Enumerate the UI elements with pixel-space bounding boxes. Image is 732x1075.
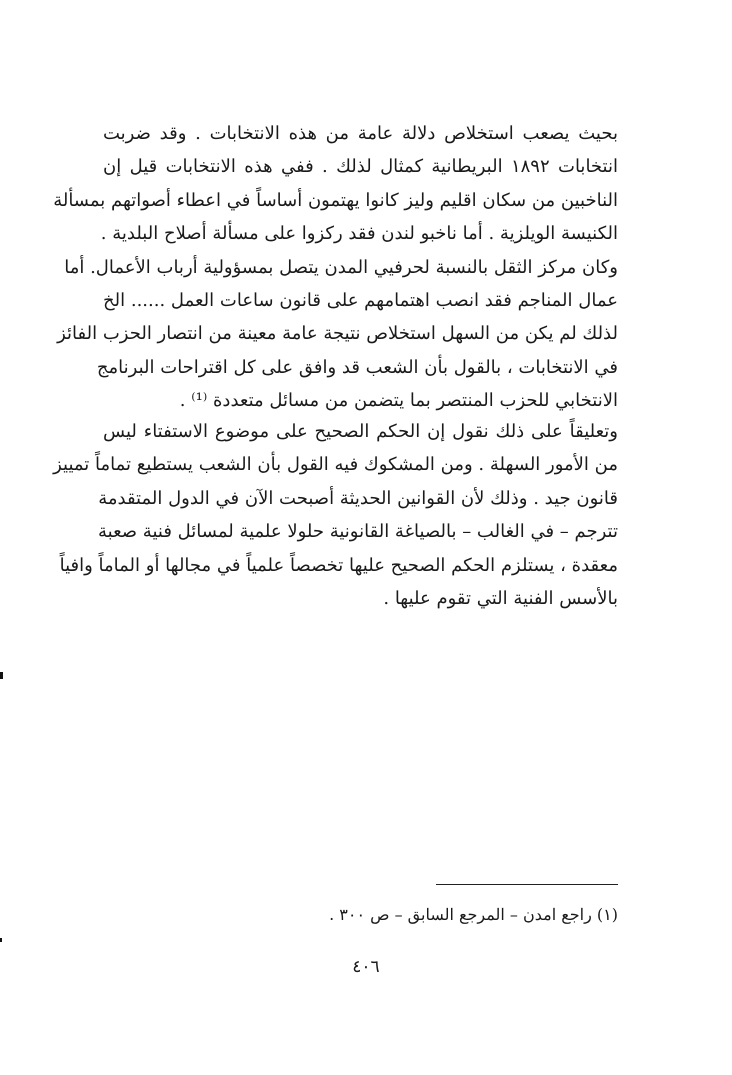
paragraph-line: معقدة ، يستلزم الحكم الصحيح عليها تخصصاً علمياً في مجالها أو الماماً وافياً	[59, 554, 618, 576]
page-number: ٤٠٦	[352, 957, 380, 977]
scan-edge-mark	[0, 672, 3, 679]
paragraph-line: الناخبين من سكان اقليم وليز كانوا يهتمون أساساً في اعطاء أصواتهم بمسألة	[53, 189, 618, 211]
paragraph-line: في الانتخابات ، بالقول بأن الشعب قد وافق على كل اقتراحات البرنامج	[96, 356, 618, 378]
paragraph-line: الكنيسة الويلزية . أما ناخبو لندن فقد ركزوا على مسألة أصلاح البلدية .	[100, 223, 618, 245]
paragraph-line: انتخابات ١٨٩٢ البريطانية كمثال لذلك . ففي هذه الانتخابات قيل إن	[103, 156, 618, 178]
paragraph-line: من الأمور السهلة . ومن المشكوك فيه القول بأن الشعب يستطيع تماماً تمييز	[53, 454, 618, 476]
paragraph-line: وكان مركز الثقل بالنسبة لحرفيي المدن يتصل بمسؤولية أرباب الأعمال. أما	[64, 256, 618, 278]
paragraph-2	[53, 415, 618, 615]
footnote: (١) راجع امدن – المرجع السابق – ص ٣٠٠ .	[329, 905, 618, 924]
paragraph-line: قانون جيد . وذلك لأن القوانين الحديثة أصبحت الآن في الدول المتقدمة	[98, 487, 618, 509]
paragraph-line: الانتخابي للحزب المنتصر بما يتضمن من مسائل متعددة ⁽¹⁾ .	[179, 390, 618, 412]
paragraph-line: وتعليقاً على ذلك نقول إن الحكم الصحيح على موضوع الاستفتاء ليس	[103, 421, 618, 442]
paragraph-1	[53, 117, 618, 418]
paragraph-line: بحيث يصعب استخلاص دلالة عامة من هذه الانتخابات . وقد ضربت	[103, 123, 618, 144]
footnote-separator	[436, 884, 618, 885]
paragraph-line: تترجم – في الغالب – بالصياغة القانونية حلولا علمية لمسائل فنية صعبة	[98, 521, 618, 543]
paragraph-line: بالأسس الفنية التي تقوم عليها .	[383, 588, 618, 610]
paragraph-line: لذلك لم يكن من السهل استخلاص نتيجة عامة معينة من انتصار الحزب الفائز	[57, 323, 618, 345]
scan-edge-mark	[0, 938, 2, 942]
paragraph-line: عمال المناجم فقد انصب اهتمامهم على قانون ساعات العمل ...... الخ	[103, 290, 618, 312]
